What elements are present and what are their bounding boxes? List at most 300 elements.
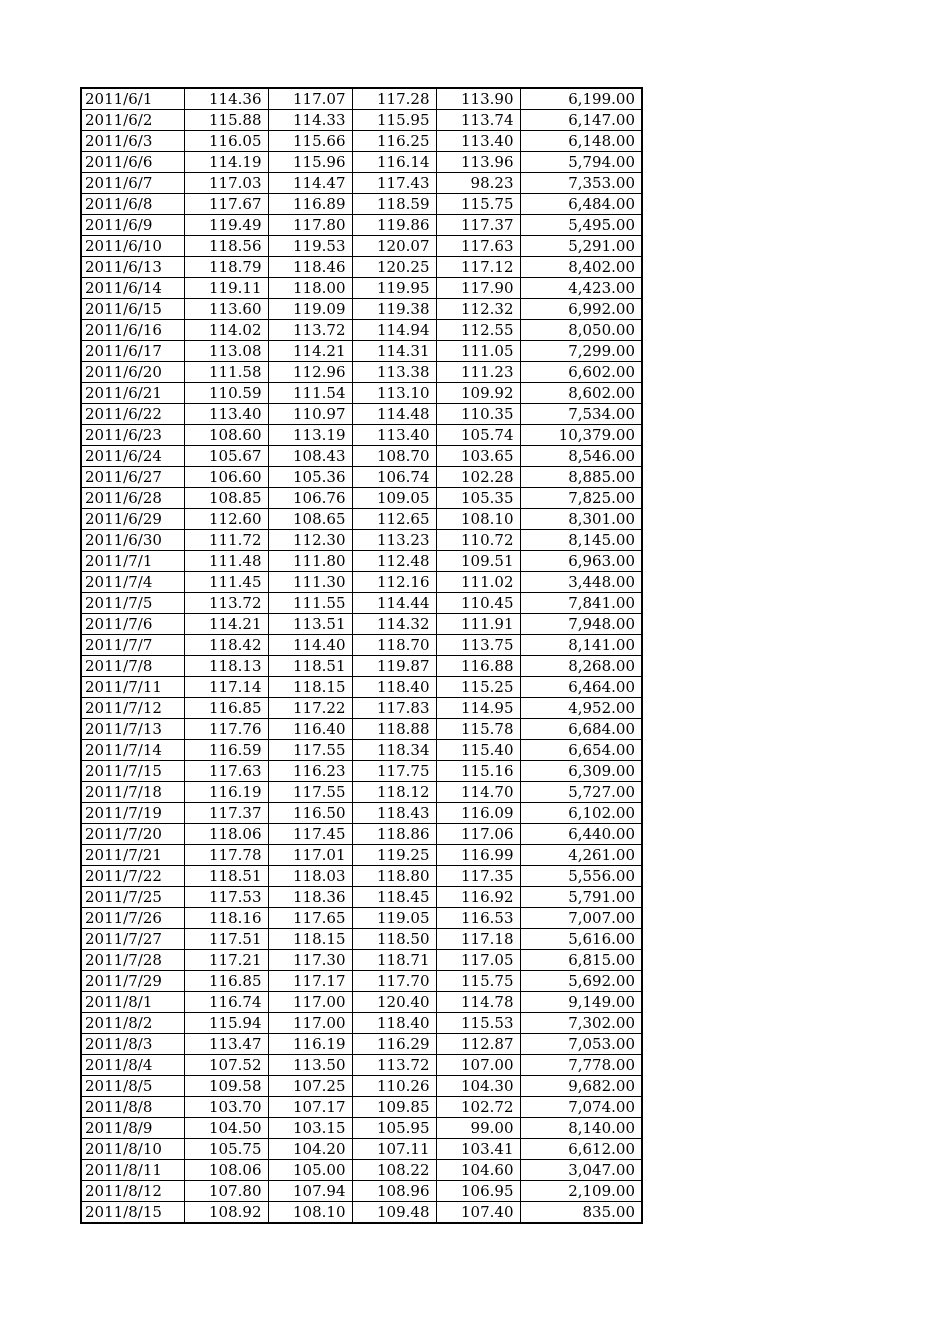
value-cell[interactable]: 116.92 (436, 887, 520, 908)
volume-cell[interactable]: 6,963.00 (520, 551, 642, 572)
value-cell[interactable]: 114.02 (184, 320, 268, 341)
volume-cell[interactable]: 6,464.00 (520, 677, 642, 698)
date-cell[interactable]: 2011/7/12 (81, 698, 184, 719)
value-cell[interactable]: 110.97 (268, 404, 352, 425)
date-cell[interactable]: 2011/8/11 (81, 1160, 184, 1181)
value-cell[interactable]: 116.19 (184, 782, 268, 803)
date-cell[interactable]: 2011/8/1 (81, 992, 184, 1013)
date-cell[interactable]: 2011/7/5 (81, 593, 184, 614)
volume-cell[interactable]: 6,484.00 (520, 194, 642, 215)
value-cell[interactable]: 104.20 (268, 1139, 352, 1160)
value-cell[interactable]: 117.67 (184, 194, 268, 215)
value-cell[interactable]: 120.25 (352, 257, 436, 278)
value-cell[interactable]: 117.51 (184, 929, 268, 950)
date-cell[interactable]: 2011/6/1 (81, 88, 184, 110)
value-cell[interactable]: 117.90 (436, 278, 520, 299)
value-cell[interactable]: 116.25 (352, 131, 436, 152)
value-cell[interactable]: 118.79 (184, 257, 268, 278)
volume-cell[interactable]: 5,794.00 (520, 152, 642, 173)
value-cell[interactable]: 117.37 (184, 803, 268, 824)
value-cell[interactable]: 113.50 (268, 1055, 352, 1076)
date-cell[interactable]: 2011/7/1 (81, 551, 184, 572)
volume-cell[interactable]: 8,402.00 (520, 257, 642, 278)
date-cell[interactable]: 2011/8/12 (81, 1181, 184, 1202)
volume-cell[interactable]: 9,682.00 (520, 1076, 642, 1097)
value-cell[interactable]: 118.06 (184, 824, 268, 845)
value-cell[interactable]: 114.78 (436, 992, 520, 1013)
value-cell[interactable]: 111.54 (268, 383, 352, 404)
date-cell[interactable]: 2011/7/25 (81, 887, 184, 908)
volume-cell[interactable]: 5,616.00 (520, 929, 642, 950)
value-cell[interactable]: 114.48 (352, 404, 436, 425)
value-cell[interactable]: 117.55 (268, 740, 352, 761)
value-cell[interactable]: 118.15 (268, 677, 352, 698)
value-cell[interactable]: 116.50 (268, 803, 352, 824)
value-cell[interactable]: 116.59 (184, 740, 268, 761)
date-cell[interactable]: 2011/7/26 (81, 908, 184, 929)
volume-cell[interactable]: 6,654.00 (520, 740, 642, 761)
volume-cell[interactable]: 6,612.00 (520, 1139, 642, 1160)
value-cell[interactable]: 112.60 (184, 509, 268, 530)
volume-cell[interactable]: 6,684.00 (520, 719, 642, 740)
value-cell[interactable]: 111.45 (184, 572, 268, 593)
value-cell[interactable]: 118.13 (184, 656, 268, 677)
value-cell[interactable]: 114.19 (184, 152, 268, 173)
volume-cell[interactable]: 3,047.00 (520, 1160, 642, 1181)
date-cell[interactable]: 2011/6/3 (81, 131, 184, 152)
value-cell[interactable]: 109.51 (436, 551, 520, 572)
value-cell[interactable]: 111.80 (268, 551, 352, 572)
value-cell[interactable]: 117.35 (436, 866, 520, 887)
value-cell[interactable]: 112.55 (436, 320, 520, 341)
value-cell[interactable]: 109.85 (352, 1097, 436, 1118)
value-cell[interactable]: 113.72 (184, 593, 268, 614)
value-cell[interactable]: 117.43 (352, 173, 436, 194)
value-cell[interactable]: 113.74 (436, 110, 520, 131)
value-cell[interactable]: 112.16 (352, 572, 436, 593)
volume-cell[interactable]: 6,992.00 (520, 299, 642, 320)
value-cell[interactable]: 110.45 (436, 593, 520, 614)
date-cell[interactable]: 2011/8/15 (81, 1202, 184, 1224)
volume-cell[interactable]: 5,727.00 (520, 782, 642, 803)
value-cell[interactable]: 104.50 (184, 1118, 268, 1139)
value-cell[interactable]: 120.07 (352, 236, 436, 257)
value-cell[interactable]: 111.72 (184, 530, 268, 551)
date-cell[interactable]: 2011/8/9 (81, 1118, 184, 1139)
value-cell[interactable]: 106.76 (268, 488, 352, 509)
value-cell[interactable]: 117.05 (436, 950, 520, 971)
value-cell[interactable]: 117.83 (352, 698, 436, 719)
value-cell[interactable]: 117.18 (436, 929, 520, 950)
value-cell[interactable]: 102.28 (436, 467, 520, 488)
date-cell[interactable]: 2011/6/29 (81, 509, 184, 530)
value-cell[interactable]: 117.78 (184, 845, 268, 866)
value-cell[interactable]: 108.65 (268, 509, 352, 530)
value-cell[interactable]: 118.59 (352, 194, 436, 215)
date-cell[interactable]: 2011/7/18 (81, 782, 184, 803)
value-cell[interactable]: 113.10 (352, 383, 436, 404)
volume-cell[interactable]: 8,602.00 (520, 383, 642, 404)
value-cell[interactable]: 117.30 (268, 950, 352, 971)
value-cell[interactable]: 118.46 (268, 257, 352, 278)
date-cell[interactable]: 2011/6/23 (81, 425, 184, 446)
value-cell[interactable]: 117.63 (436, 236, 520, 257)
volume-cell[interactable]: 7,778.00 (520, 1055, 642, 1076)
value-cell[interactable]: 115.53 (436, 1013, 520, 1034)
value-cell[interactable]: 113.90 (436, 88, 520, 110)
value-cell[interactable]: 115.25 (436, 677, 520, 698)
date-cell[interactable]: 2011/8/8 (81, 1097, 184, 1118)
date-cell[interactable]: 2011/8/3 (81, 1034, 184, 1055)
value-cell[interactable]: 115.88 (184, 110, 268, 131)
value-cell[interactable]: 110.59 (184, 383, 268, 404)
value-cell[interactable]: 114.33 (268, 110, 352, 131)
value-cell[interactable]: 114.47 (268, 173, 352, 194)
value-cell[interactable]: 105.35 (436, 488, 520, 509)
value-cell[interactable]: 118.51 (268, 656, 352, 677)
value-cell[interactable]: 107.25 (268, 1076, 352, 1097)
value-cell[interactable]: 117.53 (184, 887, 268, 908)
volume-cell[interactable]: 2,109.00 (520, 1181, 642, 1202)
value-cell[interactable]: 112.30 (268, 530, 352, 551)
value-cell[interactable]: 117.45 (268, 824, 352, 845)
value-cell[interactable]: 118.15 (268, 929, 352, 950)
value-cell[interactable]: 117.07 (268, 88, 352, 110)
value-cell[interactable]: 110.72 (436, 530, 520, 551)
value-cell[interactable]: 116.88 (436, 656, 520, 677)
date-cell[interactable]: 2011/6/2 (81, 110, 184, 131)
volume-cell[interactable]: 5,791.00 (520, 887, 642, 908)
value-cell[interactable]: 118.16 (184, 908, 268, 929)
date-cell[interactable]: 2011/8/5 (81, 1076, 184, 1097)
value-cell[interactable]: 113.72 (352, 1055, 436, 1076)
volume-cell[interactable]: 4,261.00 (520, 845, 642, 866)
value-cell[interactable]: 107.40 (436, 1202, 520, 1224)
value-cell[interactable]: 111.23 (436, 362, 520, 383)
value-cell[interactable]: 118.51 (184, 866, 268, 887)
value-cell[interactable]: 108.85 (184, 488, 268, 509)
value-cell[interactable]: 118.45 (352, 887, 436, 908)
date-cell[interactable]: 2011/6/9 (81, 215, 184, 236)
volume-cell[interactable]: 7,074.00 (520, 1097, 642, 1118)
volume-cell[interactable]: 6,147.00 (520, 110, 642, 131)
volume-cell[interactable]: 7,534.00 (520, 404, 642, 425)
date-cell[interactable]: 2011/6/30 (81, 530, 184, 551)
date-cell[interactable]: 2011/7/14 (81, 740, 184, 761)
value-cell[interactable]: 117.65 (268, 908, 352, 929)
date-cell[interactable]: 2011/7/15 (81, 761, 184, 782)
value-cell[interactable]: 103.65 (436, 446, 520, 467)
date-cell[interactable]: 2011/7/28 (81, 950, 184, 971)
value-cell[interactable]: 118.42 (184, 635, 268, 656)
volume-cell[interactable]: 8,885.00 (520, 467, 642, 488)
value-cell[interactable]: 116.05 (184, 131, 268, 152)
value-cell[interactable]: 103.41 (436, 1139, 520, 1160)
value-cell[interactable]: 116.85 (184, 698, 268, 719)
value-cell[interactable]: 116.89 (268, 194, 352, 215)
value-cell[interactable]: 116.09 (436, 803, 520, 824)
date-cell[interactable]: 2011/6/6 (81, 152, 184, 173)
value-cell[interactable]: 109.92 (436, 383, 520, 404)
value-cell[interactable]: 114.32 (352, 614, 436, 635)
value-cell[interactable]: 114.36 (184, 88, 268, 110)
value-cell[interactable]: 119.09 (268, 299, 352, 320)
value-cell[interactable]: 115.95 (352, 110, 436, 131)
value-cell[interactable]: 114.31 (352, 341, 436, 362)
value-cell[interactable]: 111.30 (268, 572, 352, 593)
date-cell[interactable]: 2011/6/27 (81, 467, 184, 488)
value-cell[interactable]: 117.12 (436, 257, 520, 278)
value-cell[interactable]: 106.95 (436, 1181, 520, 1202)
value-cell[interactable]: 112.48 (352, 551, 436, 572)
volume-cell[interactable]: 5,692.00 (520, 971, 642, 992)
value-cell[interactable]: 117.21 (184, 950, 268, 971)
date-cell[interactable]: 2011/6/8 (81, 194, 184, 215)
date-cell[interactable]: 2011/8/2 (81, 1013, 184, 1034)
volume-cell[interactable]: 7,841.00 (520, 593, 642, 614)
value-cell[interactable]: 117.03 (184, 173, 268, 194)
date-cell[interactable]: 2011/7/27 (81, 929, 184, 950)
value-cell[interactable]: 118.12 (352, 782, 436, 803)
volume-cell[interactable]: 8,140.00 (520, 1118, 642, 1139)
value-cell[interactable]: 114.44 (352, 593, 436, 614)
value-cell[interactable]: 114.21 (268, 341, 352, 362)
value-cell[interactable]: 116.19 (268, 1034, 352, 1055)
volume-cell[interactable]: 7,948.00 (520, 614, 642, 635)
volume-cell[interactable]: 4,952.00 (520, 698, 642, 719)
date-cell[interactable]: 2011/7/19 (81, 803, 184, 824)
value-cell[interactable]: 118.03 (268, 866, 352, 887)
value-cell[interactable]: 112.87 (436, 1034, 520, 1055)
value-cell[interactable]: 107.52 (184, 1055, 268, 1076)
date-cell[interactable]: 2011/7/29 (81, 971, 184, 992)
value-cell[interactable]: 119.87 (352, 656, 436, 677)
value-cell[interactable]: 113.47 (184, 1034, 268, 1055)
value-cell[interactable]: 113.23 (352, 530, 436, 551)
value-cell[interactable]: 117.76 (184, 719, 268, 740)
date-cell[interactable]: 2011/6/21 (81, 383, 184, 404)
value-cell[interactable]: 103.70 (184, 1097, 268, 1118)
value-cell[interactable]: 108.06 (184, 1160, 268, 1181)
value-cell[interactable]: 115.96 (268, 152, 352, 173)
value-cell[interactable]: 112.96 (268, 362, 352, 383)
volume-cell[interactable]: 5,291.00 (520, 236, 642, 257)
value-cell[interactable]: 111.58 (184, 362, 268, 383)
volume-cell[interactable]: 6,102.00 (520, 803, 642, 824)
volume-cell[interactable]: 7,053.00 (520, 1034, 642, 1055)
value-cell[interactable]: 111.55 (268, 593, 352, 614)
value-cell[interactable]: 118.70 (352, 635, 436, 656)
date-cell[interactable]: 2011/6/14 (81, 278, 184, 299)
date-cell[interactable]: 2011/6/10 (81, 236, 184, 257)
value-cell[interactable]: 120.40 (352, 992, 436, 1013)
value-cell[interactable]: 113.60 (184, 299, 268, 320)
value-cell[interactable]: 113.51 (268, 614, 352, 635)
value-cell[interactable]: 115.16 (436, 761, 520, 782)
volume-cell[interactable]: 5,495.00 (520, 215, 642, 236)
value-cell[interactable]: 117.75 (352, 761, 436, 782)
value-cell[interactable]: 105.67 (184, 446, 268, 467)
value-cell[interactable]: 118.86 (352, 824, 436, 845)
volume-cell[interactable]: 6,199.00 (520, 88, 642, 110)
value-cell[interactable]: 109.48 (352, 1202, 436, 1224)
date-cell[interactable]: 2011/7/21 (81, 845, 184, 866)
value-cell[interactable]: 105.74 (436, 425, 520, 446)
value-cell[interactable]: 114.70 (436, 782, 520, 803)
value-cell[interactable]: 113.08 (184, 341, 268, 362)
volume-cell[interactable]: 7,302.00 (520, 1013, 642, 1034)
value-cell[interactable]: 111.48 (184, 551, 268, 572)
volume-cell[interactable]: 8,141.00 (520, 635, 642, 656)
volume-cell[interactable]: 7,825.00 (520, 488, 642, 509)
value-cell[interactable]: 115.66 (268, 131, 352, 152)
value-cell[interactable]: 108.10 (436, 509, 520, 530)
value-cell[interactable]: 111.91 (436, 614, 520, 635)
value-cell[interactable]: 119.95 (352, 278, 436, 299)
value-cell[interactable]: 117.63 (184, 761, 268, 782)
value-cell[interactable]: 107.17 (268, 1097, 352, 1118)
value-cell[interactable]: 115.75 (436, 194, 520, 215)
volume-cell[interactable]: 8,268.00 (520, 656, 642, 677)
value-cell[interactable]: 114.94 (352, 320, 436, 341)
value-cell[interactable]: 110.26 (352, 1076, 436, 1097)
value-cell[interactable]: 116.99 (436, 845, 520, 866)
value-cell[interactable]: 115.78 (436, 719, 520, 740)
value-cell[interactable]: 118.80 (352, 866, 436, 887)
volume-cell[interactable]: 7,353.00 (520, 173, 642, 194)
value-cell[interactable]: 117.00 (268, 1013, 352, 1034)
value-cell[interactable]: 117.37 (436, 215, 520, 236)
value-cell[interactable]: 104.30 (436, 1076, 520, 1097)
value-cell[interactable]: 113.75 (436, 635, 520, 656)
volume-cell[interactable]: 10,379.00 (520, 425, 642, 446)
value-cell[interactable]: 105.95 (352, 1118, 436, 1139)
value-cell[interactable]: 109.58 (184, 1076, 268, 1097)
volume-cell[interactable]: 6,815.00 (520, 950, 642, 971)
volume-cell[interactable]: 8,546.00 (520, 446, 642, 467)
value-cell[interactable]: 118.50 (352, 929, 436, 950)
value-cell[interactable]: 113.19 (268, 425, 352, 446)
value-cell[interactable]: 118.56 (184, 236, 268, 257)
value-cell[interactable]: 115.40 (436, 740, 520, 761)
volume-cell[interactable]: 8,301.00 (520, 509, 642, 530)
value-cell[interactable]: 102.72 (436, 1097, 520, 1118)
value-cell[interactable]: 117.00 (268, 992, 352, 1013)
value-cell[interactable]: 117.70 (352, 971, 436, 992)
value-cell[interactable]: 114.40 (268, 635, 352, 656)
value-cell[interactable]: 106.74 (352, 467, 436, 488)
value-cell[interactable]: 103.15 (268, 1118, 352, 1139)
value-cell[interactable]: 107.80 (184, 1181, 268, 1202)
volume-cell[interactable]: 7,007.00 (520, 908, 642, 929)
date-cell[interactable]: 2011/7/6 (81, 614, 184, 635)
volume-cell[interactable]: 6,309.00 (520, 761, 642, 782)
value-cell[interactable]: 113.96 (436, 152, 520, 173)
value-cell[interactable]: 112.65 (352, 509, 436, 530)
value-cell[interactable]: 117.17 (268, 971, 352, 992)
value-cell[interactable]: 117.80 (268, 215, 352, 236)
date-cell[interactable]: 2011/7/8 (81, 656, 184, 677)
value-cell[interactable]: 105.75 (184, 1139, 268, 1160)
date-cell[interactable]: 2011/6/20 (81, 362, 184, 383)
volume-cell[interactable]: 3,448.00 (520, 572, 642, 593)
value-cell[interactable]: 115.94 (184, 1013, 268, 1034)
value-cell[interactable]: 118.36 (268, 887, 352, 908)
volume-cell[interactable]: 5,556.00 (520, 866, 642, 887)
value-cell[interactable]: 111.02 (436, 572, 520, 593)
value-cell[interactable]: 119.53 (268, 236, 352, 257)
value-cell[interactable]: 108.22 (352, 1160, 436, 1181)
value-cell[interactable]: 109.05 (352, 488, 436, 509)
value-cell[interactable]: 98.23 (436, 173, 520, 194)
value-cell[interactable]: 119.86 (352, 215, 436, 236)
value-cell[interactable]: 113.40 (436, 131, 520, 152)
value-cell[interactable]: 118.00 (268, 278, 352, 299)
volume-cell[interactable]: 7,299.00 (520, 341, 642, 362)
value-cell[interactable]: 107.11 (352, 1139, 436, 1160)
value-cell[interactable]: 116.29 (352, 1034, 436, 1055)
value-cell[interactable]: 104.60 (436, 1160, 520, 1181)
value-cell[interactable]: 113.72 (268, 320, 352, 341)
date-cell[interactable]: 2011/6/13 (81, 257, 184, 278)
date-cell[interactable]: 2011/8/4 (81, 1055, 184, 1076)
value-cell[interactable]: 118.40 (352, 677, 436, 698)
value-cell[interactable]: 116.74 (184, 992, 268, 1013)
volume-cell[interactable]: 835.00 (520, 1202, 642, 1224)
date-cell[interactable]: 2011/6/15 (81, 299, 184, 320)
value-cell[interactable]: 119.49 (184, 215, 268, 236)
value-cell[interactable]: 116.53 (436, 908, 520, 929)
value-cell[interactable]: 119.11 (184, 278, 268, 299)
date-cell[interactable]: 2011/7/22 (81, 866, 184, 887)
value-cell[interactable]: 116.14 (352, 152, 436, 173)
value-cell[interactable]: 117.22 (268, 698, 352, 719)
date-cell[interactable]: 2011/7/4 (81, 572, 184, 593)
date-cell[interactable]: 2011/7/20 (81, 824, 184, 845)
date-cell[interactable]: 2011/7/13 (81, 719, 184, 740)
value-cell[interactable]: 107.00 (436, 1055, 520, 1076)
date-cell[interactable]: 2011/6/16 (81, 320, 184, 341)
value-cell[interactable]: 116.40 (268, 719, 352, 740)
value-cell[interactable]: 117.06 (436, 824, 520, 845)
volume-cell[interactable]: 4,423.00 (520, 278, 642, 299)
value-cell[interactable]: 114.21 (184, 614, 268, 635)
value-cell[interactable]: 118.71 (352, 950, 436, 971)
value-cell[interactable]: 118.34 (352, 740, 436, 761)
value-cell[interactable]: 105.00 (268, 1160, 352, 1181)
value-cell[interactable]: 118.40 (352, 1013, 436, 1034)
date-cell[interactable]: 2011/7/7 (81, 635, 184, 656)
value-cell[interactable]: 117.28 (352, 88, 436, 110)
value-cell[interactable]: 107.94 (268, 1181, 352, 1202)
value-cell[interactable]: 117.55 (268, 782, 352, 803)
value-cell[interactable]: 119.05 (352, 908, 436, 929)
date-cell[interactable]: 2011/6/24 (81, 446, 184, 467)
value-cell[interactable]: 118.43 (352, 803, 436, 824)
value-cell[interactable]: 108.96 (352, 1181, 436, 1202)
value-cell[interactable]: 113.38 (352, 362, 436, 383)
value-cell[interactable]: 115.75 (436, 971, 520, 992)
value-cell[interactable]: 108.60 (184, 425, 268, 446)
value-cell[interactable]: 116.85 (184, 971, 268, 992)
value-cell[interactable]: 105.36 (268, 467, 352, 488)
date-cell[interactable]: 2011/6/28 (81, 488, 184, 509)
value-cell[interactable]: 108.43 (268, 446, 352, 467)
value-cell[interactable]: 113.40 (352, 425, 436, 446)
value-cell[interactable]: 110.35 (436, 404, 520, 425)
volume-cell[interactable]: 6,602.00 (520, 362, 642, 383)
date-cell[interactable]: 2011/6/22 (81, 404, 184, 425)
